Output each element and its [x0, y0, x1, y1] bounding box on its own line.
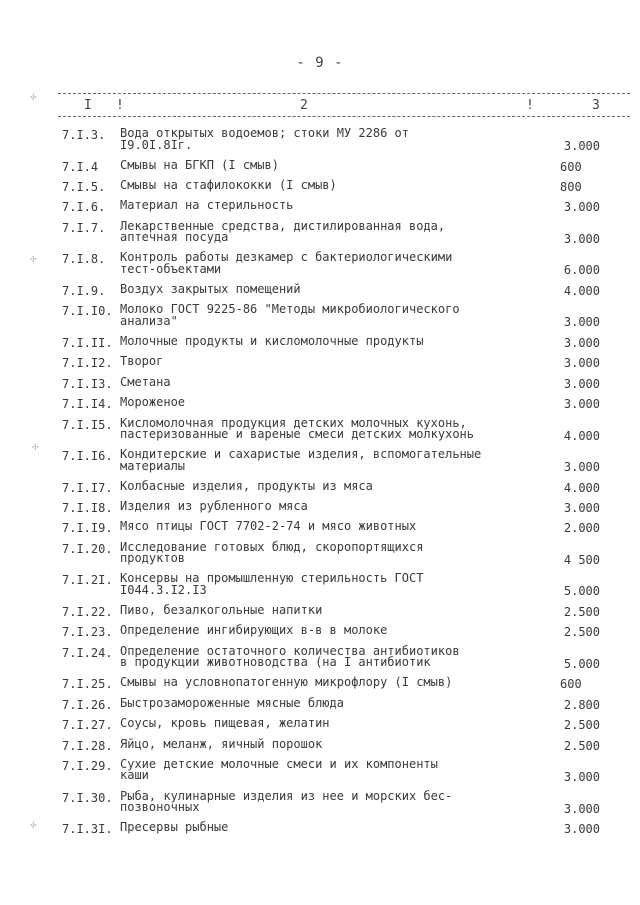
- row-value: 2.500: [563, 718, 600, 733]
- row-value: 3.000: [563, 376, 600, 391]
- row-value: 4.000: [563, 428, 600, 443]
- row-number: 7.I.6.: [62, 200, 106, 215]
- row-number: 7.I.I7.: [62, 480, 113, 495]
- row-description: Сметана: [120, 374, 171, 389]
- table-row: [0, 718, 640, 738]
- table-row: [0, 304, 640, 336]
- row-description: Кисломолочная продукция детских молочных кухонь, пастеризованные и вареные смеси детских молкухонь: [120, 415, 475, 441]
- row-number: 7.I.27.: [62, 718, 113, 733]
- row-value: 3.000: [563, 200, 600, 215]
- row-description: Мороженое: [120, 395, 186, 410]
- row-description: Смывы на условнопатогенную микрофлору (I смыв): [120, 675, 453, 690]
- row-number: 7.I.3.: [62, 128, 106, 142]
- row-value: 3.000: [563, 460, 600, 475]
- row-value: 2.500: [563, 605, 600, 620]
- row-number: 7.I.28.: [62, 738, 113, 753]
- row-description: Рыба, кулинарные изделия из нее и морских бес- позвоночных: [120, 788, 453, 815]
- row-description: Материал на стерильность: [120, 198, 294, 213]
- row-description: Консервы на промышленную стерильность ГОСТ I044.3.I2.I3: [120, 571, 424, 597]
- row-value: 4.000: [563, 283, 600, 298]
- row-value: 5.000: [563, 584, 600, 599]
- table-row: [0, 605, 640, 625]
- row-number: 7.I.I9.: [62, 521, 113, 536]
- row-value: 600: [560, 159, 582, 174]
- row-number: 7.I.4: [62, 159, 99, 174]
- row-number: 7.I.II.: [62, 335, 113, 350]
- row-description: Пресервы рыбные: [120, 820, 229, 835]
- header-col-3: 3: [592, 98, 600, 113]
- row-number: 7.I.5.: [62, 179, 106, 194]
- row-number: 7.I.9.: [62, 283, 106, 298]
- table-row: [0, 677, 640, 697]
- header-col-2: 2: [300, 98, 308, 113]
- table-row: [0, 625, 640, 645]
- page-number: - 9 -: [296, 55, 344, 71]
- row-description: Воздух закрытых помещений: [120, 281, 301, 296]
- row-description: Определение ингибирующих в-в в молоке: [120, 623, 388, 638]
- header-col-1: I: [84, 98, 92, 113]
- row-value: 3.000: [563, 397, 600, 412]
- row-number: 7.I.I4.: [62, 397, 113, 412]
- row-value: 3.000: [563, 769, 600, 784]
- row-number: 7.I.7.: [62, 220, 106, 235]
- header-top-rule: [58, 93, 630, 94]
- table-row: [0, 177, 640, 200]
- row-value: 5.000: [563, 656, 600, 671]
- table-row: [0, 695, 640, 718]
- row-number: 7.I.24.: [62, 645, 113, 660]
- row-description: Кондитерские и сахаристые изделия, вспомогательные материалы: [120, 447, 482, 473]
- table-row: [0, 478, 640, 501]
- row-description: Молочные продукты и кисломолочные продукты: [120, 333, 424, 348]
- header-bottom-rule: [58, 116, 630, 117]
- row-description: Молоко ГОСТ 9225-86 "Методы микробиологического анализа": [120, 302, 460, 328]
- row-description: Контроль работы дезкамер с бактериологическими тест-объектами: [120, 250, 453, 276]
- row-description: Творог: [120, 354, 164, 369]
- table-row: [0, 539, 640, 574]
- hole-punch-mark: ✢: [30, 818, 37, 831]
- row-number: 7.I.I3.: [62, 376, 113, 391]
- row-number: 7.I.20.: [62, 541, 113, 556]
- row-number: 7.I.23.: [62, 625, 113, 640]
- table-row: [0, 157, 640, 180]
- table-row: [0, 128, 640, 160]
- table-row: [0, 501, 640, 521]
- row-description: Пиво, безалкогольные напитки: [120, 603, 323, 618]
- hole-punch-mark: ✢: [32, 440, 39, 453]
- table-row: [0, 521, 640, 541]
- row-value: 3.000: [563, 356, 600, 371]
- row-description: Определение остаточного количества антибиотиков в продукции животноводства (на I антибиотик: [120, 643, 460, 670]
- table-row: [0, 415, 640, 450]
- row-description: Смывы на стафилококки (I смыв): [120, 177, 337, 192]
- table-row: [0, 218, 640, 253]
- row-value: 2.500: [563, 625, 600, 640]
- table-row: [0, 573, 640, 605]
- row-value: 3.000: [563, 315, 600, 330]
- row-number: 7.I.3I.: [62, 822, 113, 837]
- table-row: [0, 449, 640, 481]
- row-value: 2.000: [563, 521, 600, 536]
- row-description: Соусы, кровь пищевая, желатин: [120, 716, 330, 731]
- row-description: Сухие детские молочные смеси и их компоненты каши: [120, 756, 438, 783]
- row-value: 4.000: [563, 480, 600, 495]
- header-sep-2: !: [526, 98, 534, 113]
- row-number: 7.I.I2.: [62, 356, 113, 371]
- table-row: [0, 200, 640, 220]
- row-number: 7.I.22.: [62, 605, 113, 620]
- row-number: 7.I.2I.: [62, 573, 113, 588]
- row-value: 2.500: [563, 738, 600, 753]
- row-number: 7.I.29.: [62, 758, 113, 773]
- row-description: Мясо птицы ГОСТ 7702-2-74 и мясо животных: [120, 519, 417, 534]
- table-row: [0, 736, 640, 759]
- hole-punch-mark: ✢: [30, 252, 37, 265]
- row-description: Яйцо, меланж, яичный порошок: [120, 736, 323, 751]
- table-row: [0, 356, 640, 376]
- row-number: 7.I.26.: [62, 697, 113, 712]
- row-description: Исследование готовых блюд, скоропортящихся продуктов: [120, 539, 424, 566]
- row-number: 7.I.I6.: [62, 449, 113, 464]
- row-value: 3.000: [563, 139, 600, 153]
- row-value: 3.000: [563, 822, 600, 837]
- table-row: [0, 397, 640, 417]
- row-number: 7.I.I5.: [62, 417, 113, 432]
- row-description: Колбасные изделия, продукты из мяса: [120, 478, 373, 493]
- table-row: [0, 643, 640, 678]
- table-body: [0, 128, 640, 843]
- row-number: 7.I.25.: [62, 677, 113, 692]
- hole-punch-mark: ✢: [30, 90, 37, 103]
- row-value: 3.000: [563, 801, 600, 816]
- table-row: [0, 281, 640, 304]
- row-description: Смывы на БГКП (I смыв): [120, 157, 279, 172]
- row-value: 600: [560, 677, 582, 692]
- row-description: Быстрозамороженные мясные блюда: [120, 695, 344, 710]
- row-number: 7.I.I8.: [62, 501, 113, 516]
- header-sep-1: !: [116, 98, 124, 113]
- row-description: Вода открытых водоемов; стоки МУ 2286 от I9.0I.8Iг.: [120, 126, 409, 152]
- row-value: 3.000: [563, 335, 600, 350]
- row-description: Изделия из рубленного мяса: [120, 499, 308, 514]
- table-header: [0, 98, 640, 116]
- table-row: [0, 333, 640, 356]
- table-row: [0, 822, 640, 842]
- row-number: 7.I.30.: [62, 790, 113, 805]
- row-value: 2.800: [563, 697, 600, 712]
- table-row: [0, 374, 640, 397]
- table-row: [0, 252, 640, 284]
- row-number: 7.I.8.: [62, 252, 106, 267]
- table-row: [0, 788, 640, 823]
- table-row: [0, 756, 640, 791]
- row-value: 6.000: [563, 263, 600, 278]
- row-value: 4 500: [563, 552, 600, 567]
- row-description: Лекарственные средства, дистилированная вода, аптечная посуда: [120, 218, 446, 245]
- row-value: 3.000: [563, 501, 600, 516]
- row-number: 7.I.I0.: [62, 304, 113, 319]
- row-value: 800: [560, 179, 582, 194]
- row-value: 3.000: [563, 231, 600, 246]
